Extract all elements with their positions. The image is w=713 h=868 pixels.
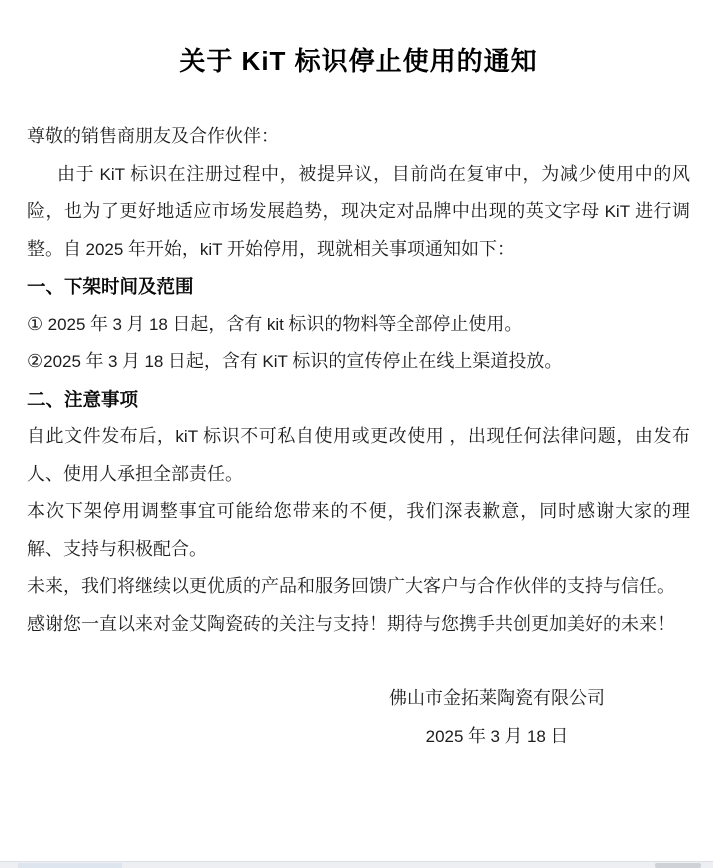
- signature-company: 佛山市金拓莱陶瓷有限公司: [389, 688, 605, 708]
- horizontal-scrollbar-thumb[interactable]: [655, 863, 701, 868]
- section2-paragraph-3: 未来，我们将继续以更优质的产品和服务回馈广大客户与合作伙伴的支持与信任。: [27, 576, 675, 596]
- document-title: 关于 KiT 标识停止使用的通知: [179, 46, 538, 76]
- section1-item-2: ②2025 年 3 月 18 日起，含有 KiT 标识的宣传停止在线上渠道投放。: [27, 351, 563, 371]
- signature-date: 2025 年 3 月 18 日: [425, 725, 569, 746]
- section2-paragraph-4: 感谢您一直以来对金艾陶瓷砖的关注与支持！期待与您携手共创更加美好的未来！: [27, 613, 675, 634]
- section2-heading: 二、注意事项: [27, 388, 139, 410]
- intro-paragraph: 由于 KiT 标识在注册过程中，被提异议，目前尚在复审中，为减少使用中的风险，也为了更好地适应市场发展趋势，现决定对品牌中出现的英文字母 KiT 进行调整。自 2025 年开始，kiT 开始停用，现就相关事项通知如下：: [27, 163, 691, 259]
- section2-paragraph-2: 本次下架停用调整事宜可能给您带来的不便，我们深表歉意，同时感谢大家的理解、支持与积极配合。: [27, 501, 690, 559]
- section2-paragraph-1: 自此文件发布后，kiT 标识不可私自使用或更改使用 ，出现任何法律问题，由发布人、使用人承担全部责任。: [27, 426, 691, 484]
- greeting-line: 尊敬的销售商朋友及合作伙伴：: [27, 126, 279, 146]
- signature-block: [377, 680, 617, 755]
- section1-heading: 一、下架时间及范围: [27, 276, 194, 297]
- scrollbar-tint-segment: [18, 863, 122, 868]
- document-body: [27, 118, 690, 755]
- horizontal-scrollbar-track[interactable]: [0, 861, 713, 868]
- section1-item-1: ① 2025 年 3 月 18 日起，含有 kit 标识的物料等全部停止使用。: [27, 313, 523, 334]
